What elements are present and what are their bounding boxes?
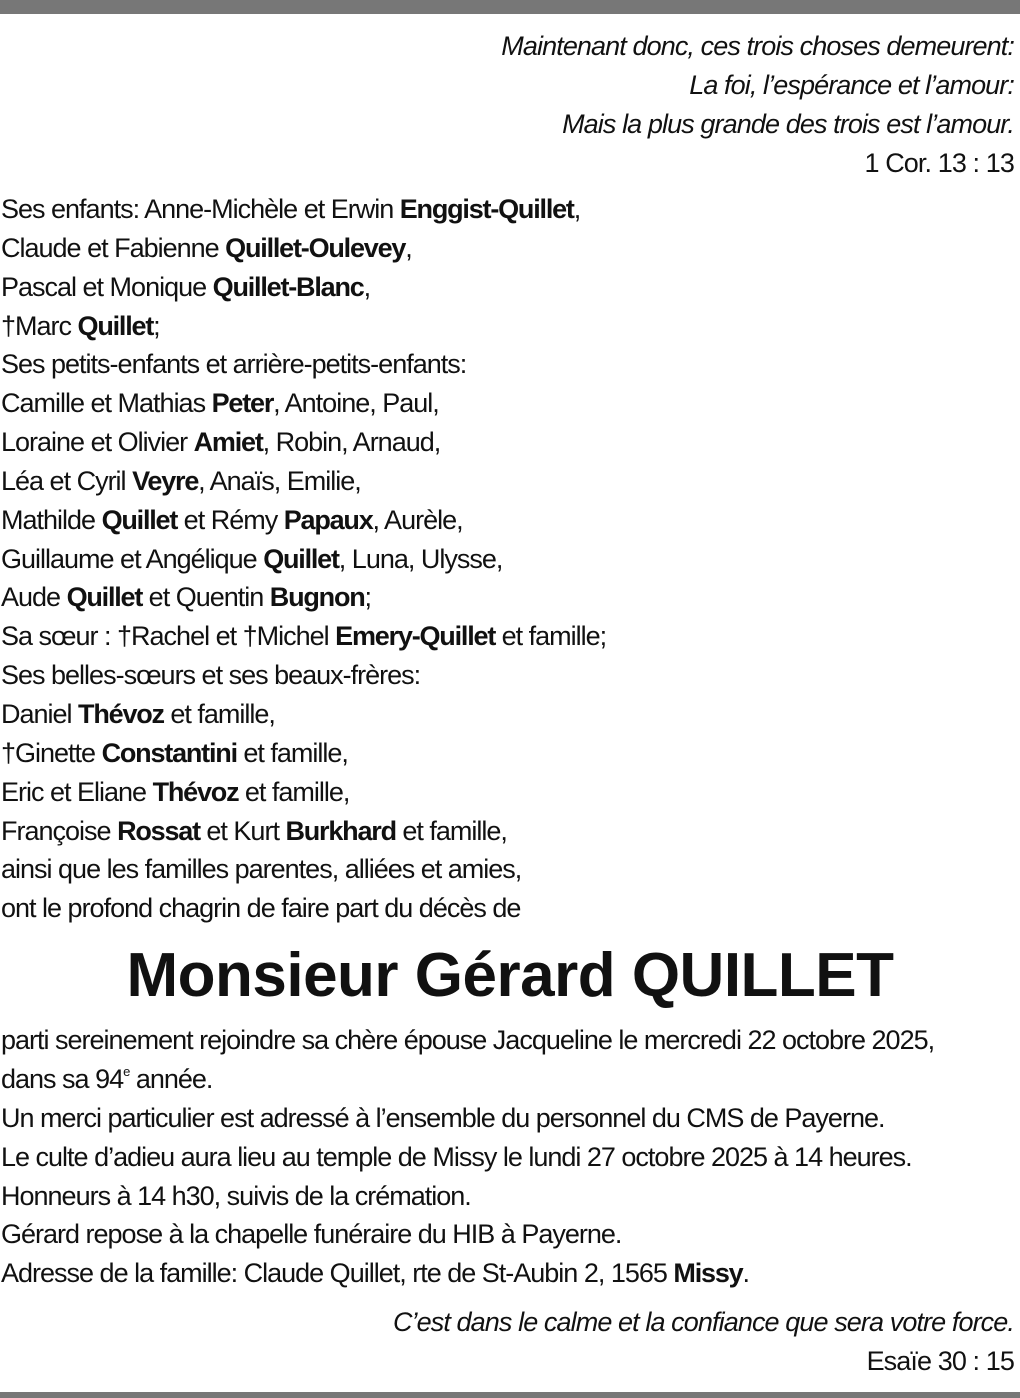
family-line	[1, 462, 606, 501]
text: ,	[405, 232, 412, 263]
text: Léa et Cyril	[1, 465, 133, 496]
family-line	[1, 734, 606, 773]
text: Eric et Eliane	[1, 776, 153, 807]
family-name: Quillet-Blanc	[212, 271, 364, 302]
family-name: Bugnon	[269, 582, 365, 613]
family-name: Emery-Quillet	[335, 621, 496, 652]
family-line	[1, 540, 606, 579]
text: Sa sœur : †Rachel et †Michel	[1, 621, 336, 652]
text: et famille,	[395, 815, 507, 846]
text: Camille et Mathias	[1, 388, 212, 419]
text: , Anaïs, Emilie,	[198, 465, 361, 496]
family-line	[1, 617, 606, 656]
family-name: Quillet	[263, 543, 339, 574]
text: année.	[129, 1063, 213, 1094]
text: et Kurt	[199, 815, 286, 846]
family-name: Papaux	[283, 504, 373, 535]
text: et famille,	[236, 737, 348, 768]
text: †Ginette	[1, 737, 102, 768]
text: Loraine et Olivier	[1, 427, 194, 458]
text: †Marc	[1, 310, 78, 341]
text: , Antoine, Paul,	[273, 388, 439, 419]
verse-line: La foi, l’espérance et l’amour:	[689, 70, 1014, 100]
family-name: Constantini	[101, 737, 237, 768]
family-line	[1, 268, 606, 307]
text: , Luna, Ulysse,	[338, 543, 503, 574]
text: et Quentin	[142, 582, 270, 613]
text: Pascal et Monique	[1, 271, 213, 302]
family-name: Quillet	[101, 504, 178, 535]
family-name: Amiet	[193, 427, 263, 458]
detail-line: Le culte d’adieu aura lieu au temple de Missy le lundi 27 octobre 2025 à 14 heures.	[1, 1141, 912, 1172]
detail-line	[1, 1060, 934, 1099]
family-name: Enggist-Quillet	[399, 194, 574, 224]
family-name: Veyre	[132, 465, 199, 496]
detail-line: Gérard repose à la chapelle funéraire du HIB à Payerne.	[1, 1219, 622, 1250]
verse-line: C’est dans le calme et la confiance que sera votre force.	[392, 1307, 1014, 1337]
text: et famille,	[238, 776, 350, 807]
family-line	[1, 695, 606, 734]
verse-reference: 1 Cor. 13 : 13	[864, 148, 1014, 178]
text: et famille,	[163, 698, 275, 729]
obituary-details	[1, 1021, 934, 1293]
family-line	[1, 773, 606, 812]
text: ;	[364, 582, 372, 613]
family-line	[1, 384, 606, 423]
place-name: Missy	[673, 1258, 743, 1289]
family-name: Peter	[211, 388, 274, 419]
family-name: Thévoz	[152, 776, 239, 807]
text: Mathilde	[1, 504, 102, 535]
text: et Rémy	[177, 504, 284, 535]
text: Aude	[1, 582, 67, 613]
family-name: Rossat	[117, 815, 200, 846]
family-line	[1, 578, 606, 617]
family-line: ainsi que les familles parentes, alliées et amies,	[1, 854, 522, 885]
text: dans sa 94	[1, 1063, 124, 1094]
text: , Robin, Arnaud,	[262, 427, 441, 458]
detail-line: Un merci particulier est adressé à l’ensemble du personnel du CMS de Payerne.	[1, 1102, 885, 1133]
text: , Aurèle,	[372, 504, 463, 535]
text: Ses enfants: Anne-Michèle et Erwin	[1, 194, 400, 224]
verse-line: Mais la plus grande des trois est l’amour.	[562, 109, 1014, 139]
bottom-border	[0, 1392, 1020, 1398]
family-line	[1, 501, 606, 540]
top-border	[0, 0, 1020, 14]
family-name: Quillet-Oulevey	[225, 232, 406, 263]
text: Adresse de la famille: Claude Quillet, rte de St-Aubin 2, 1565	[1, 1258, 674, 1289]
text: Françoise	[1, 815, 118, 846]
family-name: Thévoz	[78, 698, 164, 729]
family-name: Quillet	[66, 582, 143, 613]
footer-bible-verse	[393, 1303, 1014, 1381]
detail-line	[1, 1254, 934, 1293]
deceased-name: Monsieur Gérard QUILLET	[126, 941, 894, 1010]
text: ;	[153, 310, 160, 341]
family-line	[1, 423, 606, 462]
ordinal-superscript: e	[123, 1063, 130, 1079]
family-line	[1, 190, 606, 229]
verse-reference: Esaïe 30 : 15	[866, 1346, 1014, 1376]
verse-line: Maintenant donc, ces trois choses demeurent:	[501, 31, 1014, 61]
family-line: Ses belles-sœurs et ses beaux-frères:	[1, 660, 421, 691]
text: ,	[573, 194, 581, 224]
family-line	[1, 307, 606, 346]
family-name: Burkhard	[285, 815, 396, 846]
detail-line: Honneurs à 14 h30, suivis de la crémation.	[1, 1180, 471, 1211]
text: .	[742, 1258, 749, 1289]
text: Daniel	[1, 698, 79, 729]
text: Guillaume et Angélique	[1, 543, 264, 574]
family-line	[1, 229, 606, 268]
header-bible-verse	[501, 27, 1014, 183]
detail-line: parti sereinement rejoindre sa chère épouse Jacqueline le mercredi 22 octobre 2025,	[1, 1025, 935, 1055]
text: Claude et Fabienne	[1, 232, 226, 263]
family-line: ont le profond chagrin de faire part du décès de	[1, 893, 521, 924]
family-list	[1, 190, 606, 928]
family-line	[1, 812, 606, 851]
text: et famille;	[495, 621, 607, 652]
family-line: Ses petits-enfants et arrière-petits-enfants:	[1, 349, 467, 380]
text: ,	[363, 271, 371, 302]
family-name: Quillet	[77, 310, 154, 341]
